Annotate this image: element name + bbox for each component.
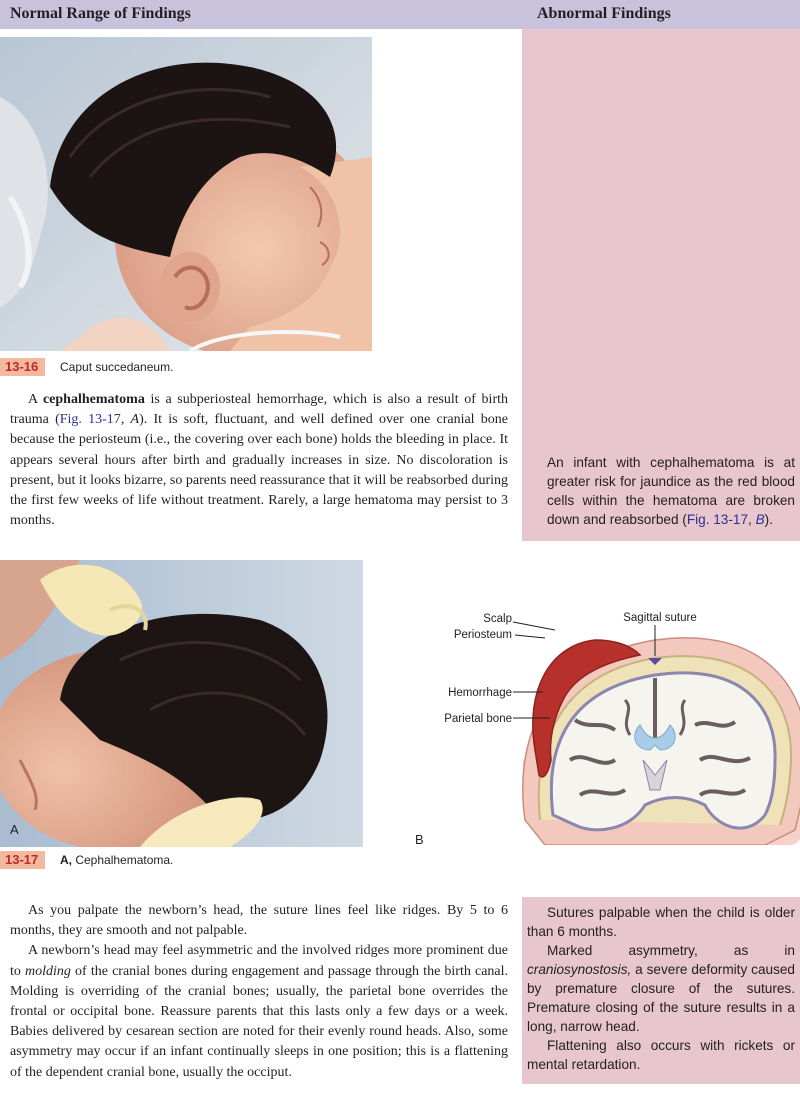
abnormal-findings-heading: Abnormal Findings xyxy=(537,5,671,22)
panel-a-label: A xyxy=(10,822,19,837)
sutures-section xyxy=(10,901,508,1083)
label-sagittal-suture: Sagittal suture xyxy=(623,612,697,624)
caput-succedaneum-photo xyxy=(0,37,372,351)
label-hemorrhage: Hemorrhage xyxy=(448,687,512,699)
cephalhematoma-diagram xyxy=(415,600,800,845)
fig-13-17-link[interactable]: Fig. 13-17 xyxy=(59,412,121,428)
jaundice-note: An infant with cephalhematoma is at greater risk for jaundice as the red blood cells within the hematoma are broken down and reabsorbed (Fig. 13-17, B). xyxy=(547,455,795,527)
molding-paragraph: A newborn’s head may feel asymmetric and the involved ridges more prominent due to molding of the cranial bones during engagement and passage through the birth canal. Molding is overriding of the cranial bones; usually, the parietal bone overrides the frontal or occipital bone. Reassure parents that this lasts only a few days or a week. Babies delivered by cesarean section are noted for their evenly round heads. Also, some asymmetry may occur if an infant continually sleeps in one position; this is a flattening of the dependent cranial bone, usually the occiput. xyxy=(10,943,509,1080)
header-bar xyxy=(0,0,800,29)
cephalhematoma-term: cephalhematoma xyxy=(42,392,145,407)
sutures-palpable-note: Sutures palpable when the child is older than 6 months. xyxy=(527,905,795,939)
panel-b-label: B xyxy=(415,832,424,847)
label-parietal-bone: Parietal bone xyxy=(444,713,512,725)
cephalhematoma-photo xyxy=(0,560,363,847)
craniosynostosis-note: Marked asymmetry, as in craniosynostosis, a severe deformity caused by premature closure of the sutures. Premature closing of the suture results in a long, narrow head. xyxy=(527,943,795,1034)
figure-caption-13-17: A, Cephalhematoma. xyxy=(60,853,174,867)
figure-number-13-16: 13-16 xyxy=(0,358,45,376)
cephalhematoma-paragraph: A cephalhematoma is a subperiosteal hemorrhage, which is also a result of birth trauma (Fig. 13-17, A). It is soft, fluctuant, and well defined over one cranial bone because the periosteum (i.e., the covering over each bone) holds the bleeding in place. It appears several hours after birth and gradually increases in size. No discoloration is present, but it looks bizarre, so parents need reassurance that it will be reabsorbed during the first few weeks of life without treatment. Rarely, a large hematoma may persist to 3 months. xyxy=(10,392,508,529)
normal-findings-heading: Normal Range of Findings xyxy=(10,5,191,22)
sutures-paragraph-1: As you palpate the newborn’s head, the suture lines feel like ridges. By 5 to 6 months, they are smooth and not palpable. xyxy=(10,903,508,939)
abnormal-findings-panel-bottom xyxy=(522,897,800,1084)
flattening-note: Flattening also occurs with rickets or mental retardation. xyxy=(527,1038,795,1072)
label-periosteum: Periosteum xyxy=(453,629,512,641)
fig-13-17-link[interactable]: Fig. 13-17 xyxy=(686,512,749,527)
abnormal-findings-panel-top xyxy=(522,29,800,541)
figure-caption-13-16: Caput succedaneum. xyxy=(60,360,174,374)
figure-number-13-17: 13-17 xyxy=(0,851,45,869)
label-scalp: Scalp xyxy=(483,613,512,625)
